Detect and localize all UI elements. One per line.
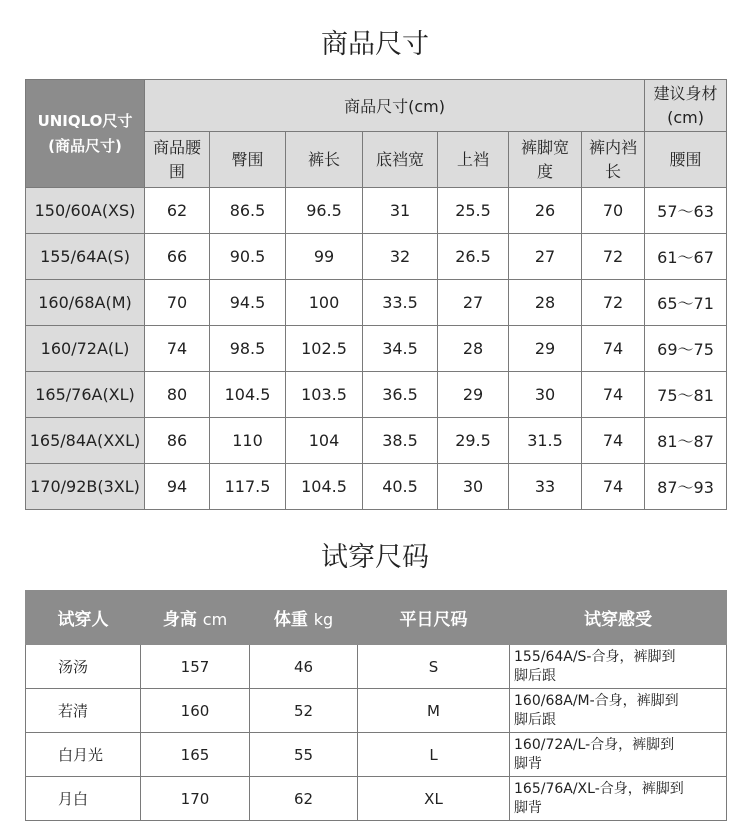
column-header-line-2: 度 — [536, 161, 553, 181]
measure-cell: 30 — [509, 372, 582, 418]
table-row — [26, 418, 727, 464]
measure-cell: 104.5 — [210, 372, 286, 418]
usual-size-cell: S — [358, 645, 510, 689]
measure-cell: 74 — [582, 418, 645, 464]
measure-cell: 28 — [438, 326, 509, 372]
feedback-header: 试穿感受 — [510, 591, 727, 645]
height-cell: 160 — [141, 689, 250, 733]
column-header-line-2: 长 — [605, 161, 622, 181]
measure-cell: 100 — [286, 280, 363, 326]
measure-cell: 74 — [582, 464, 645, 510]
measure-cell: 34.5 — [363, 326, 438, 372]
size-label: 170/92B(3XL) — [26, 464, 145, 510]
measure-cell: 72 — [582, 234, 645, 280]
corner-header — [26, 80, 145, 188]
measure-cell: 62 — [145, 188, 210, 234]
size-section-title: 商品尺寸 — [321, 29, 429, 60]
try-section-title: 试穿尺码 — [321, 542, 429, 573]
measure-cell: 32 — [363, 234, 438, 280]
measure-cell: 103.5 — [286, 372, 363, 418]
height-header-label: 身高 — [162, 610, 197, 630]
measure-cell: 28 — [509, 280, 582, 326]
feedback-line-1: 165/76A/XL-合身，裤脚到 — [514, 780, 684, 797]
measure-cell: 90.5 — [210, 234, 286, 280]
column-header-line-1: 上裆 — [456, 149, 489, 169]
measure-cell: 102.5 — [286, 326, 363, 372]
table-row — [26, 234, 727, 280]
height-cell: 157 — [141, 645, 250, 689]
measure-cell: 66 — [145, 234, 210, 280]
table-row — [26, 280, 727, 326]
suggest-header-2: (cm) — [667, 107, 704, 127]
column-header — [286, 132, 363, 188]
measure-cell: 36.5 — [363, 372, 438, 418]
measure-cell: 26.5 — [438, 234, 509, 280]
feedback-line-1: 160/68A/M-合身，裤脚到 — [514, 692, 679, 709]
person-header: 试穿人 — [26, 591, 141, 645]
weight-cell: 46 — [250, 645, 358, 689]
feedback-cell — [510, 777, 727, 821]
measure-cell: 104 — [286, 418, 363, 464]
table-row — [26, 372, 727, 418]
column-header — [582, 132, 645, 188]
measure-cell: 117.5 — [210, 464, 286, 510]
feedback-line-2: 脚背 — [514, 755, 542, 772]
height-header — [141, 591, 250, 645]
measure-cell: 31.5 — [509, 418, 582, 464]
measure-cell: 29 — [438, 372, 509, 418]
measure-cell: 69～75 — [645, 326, 727, 372]
measure-cell: 40.5 — [363, 464, 438, 510]
measure-cell: 81～87 — [645, 418, 727, 464]
measure-cell: 25.5 — [438, 188, 509, 234]
weight-header — [250, 591, 358, 645]
feedback-line-2: 脚背 — [514, 799, 542, 816]
column-header-line-1: 裤长 — [307, 149, 340, 169]
table-row — [26, 464, 727, 510]
column-header-line-2: 围 — [168, 161, 185, 181]
measure-cell: 86.5 — [210, 188, 286, 234]
measure-cell: 31 — [363, 188, 438, 234]
measure-cell: 74 — [582, 372, 645, 418]
measure-cell: 30 — [438, 464, 509, 510]
measure-cell: 94 — [145, 464, 210, 510]
weight-cell: 62 — [250, 777, 358, 821]
column-header — [363, 132, 438, 188]
measure-cell: 94.5 — [210, 280, 286, 326]
weight-cell: 52 — [250, 689, 358, 733]
column-header — [645, 132, 727, 188]
measure-cell: 70 — [145, 280, 210, 326]
table-row — [26, 777, 727, 821]
column-header-line-1: 臀围 — [231, 149, 264, 169]
measure-cell: 110 — [210, 418, 286, 464]
size-label: 160/68A(M) — [26, 280, 145, 326]
measure-cell: 70 — [582, 188, 645, 234]
measure-cell: 80 — [145, 372, 210, 418]
column-header-line-1: 腰围 — [669, 149, 702, 169]
measure-cell: 27 — [509, 234, 582, 280]
corner-label-1: UNIQLO尺寸 — [37, 111, 133, 130]
measure-cell: 75～81 — [645, 372, 727, 418]
measure-cell: 86 — [145, 418, 210, 464]
column-header — [210, 132, 286, 188]
try-table — [25, 590, 727, 821]
measure-cell: 99 — [286, 234, 363, 280]
weight-cell: 55 — [250, 733, 358, 777]
column-header — [509, 132, 582, 188]
measure-cell: 98.5 — [210, 326, 286, 372]
usual-size-header: 平日尺码 — [358, 591, 510, 645]
column-header-line-1: 商品腰 — [152, 137, 201, 157]
feedback-line-2: 脚后跟 — [514, 711, 556, 728]
size-label: 165/76A(XL) — [26, 372, 145, 418]
table-row — [26, 326, 727, 372]
tester-name: 月白 — [26, 777, 141, 821]
height-cell: 165 — [141, 733, 250, 777]
table-row — [26, 645, 727, 689]
feedback-cell — [510, 689, 727, 733]
column-header-line-1: 裤内裆 — [589, 137, 638, 157]
tester-name: 若清 — [26, 689, 141, 733]
usual-size-cell: M — [358, 689, 510, 733]
measure-cell: 61～67 — [645, 234, 727, 280]
column-header — [145, 132, 210, 188]
usual-size-cell: XL — [358, 777, 510, 821]
measure-cell: 29 — [509, 326, 582, 372]
measure-cell: 57～63 — [645, 188, 727, 234]
suggest-header-1: 建议身材 — [653, 83, 718, 103]
table-row — [26, 689, 727, 733]
feedback-cell — [510, 733, 727, 777]
weight-header-label: 体重 — [273, 610, 308, 630]
measure-cell: 96.5 — [286, 188, 363, 234]
measure-cell: 72 — [582, 280, 645, 326]
measure-cell: 74 — [582, 326, 645, 372]
column-header-line-1: 裤脚宽 — [520, 137, 569, 157]
group-header: 商品尺寸(cm) — [145, 80, 645, 132]
feedback-line-1: 160/72A/L-合身，裤脚到 — [514, 736, 675, 753]
suggest-header — [645, 80, 727, 132]
measure-cell: 33.5 — [363, 280, 438, 326]
size-table — [25, 79, 727, 510]
measure-cell: 87～93 — [645, 464, 727, 510]
weight-unit: kg — [313, 610, 334, 629]
height-unit: cm — [202, 610, 228, 629]
table-row — [26, 188, 727, 234]
measure-cell: 104.5 — [286, 464, 363, 510]
feedback-line-2: 脚后跟 — [514, 667, 556, 684]
tester-name: 汤汤 — [26, 645, 141, 689]
size-label: 150/60A(XS) — [26, 188, 145, 234]
column-header-line-1: 底裆宽 — [375, 149, 424, 169]
column-header — [438, 132, 509, 188]
measure-cell: 33 — [509, 464, 582, 510]
measure-cell: 26 — [509, 188, 582, 234]
size-label: 160/72A(L) — [26, 326, 145, 372]
usual-size-cell: L — [358, 733, 510, 777]
feedback-cell — [510, 645, 727, 689]
feedback-line-1: 155/64A/S-合身，裤脚到 — [514, 648, 676, 665]
measure-cell: 27 — [438, 280, 509, 326]
tester-name: 白月光 — [26, 733, 141, 777]
corner-label-2: (商品尺寸) — [48, 136, 122, 155]
measure-cell: 74 — [145, 326, 210, 372]
measure-cell: 65～71 — [645, 280, 727, 326]
measure-cell: 29.5 — [438, 418, 509, 464]
height-cell: 170 — [141, 777, 250, 821]
table-row — [26, 733, 727, 777]
measure-cell: 38.5 — [363, 418, 438, 464]
size-label: 155/64A(S) — [26, 234, 145, 280]
size-label: 165/84A(XXL) — [26, 418, 145, 464]
